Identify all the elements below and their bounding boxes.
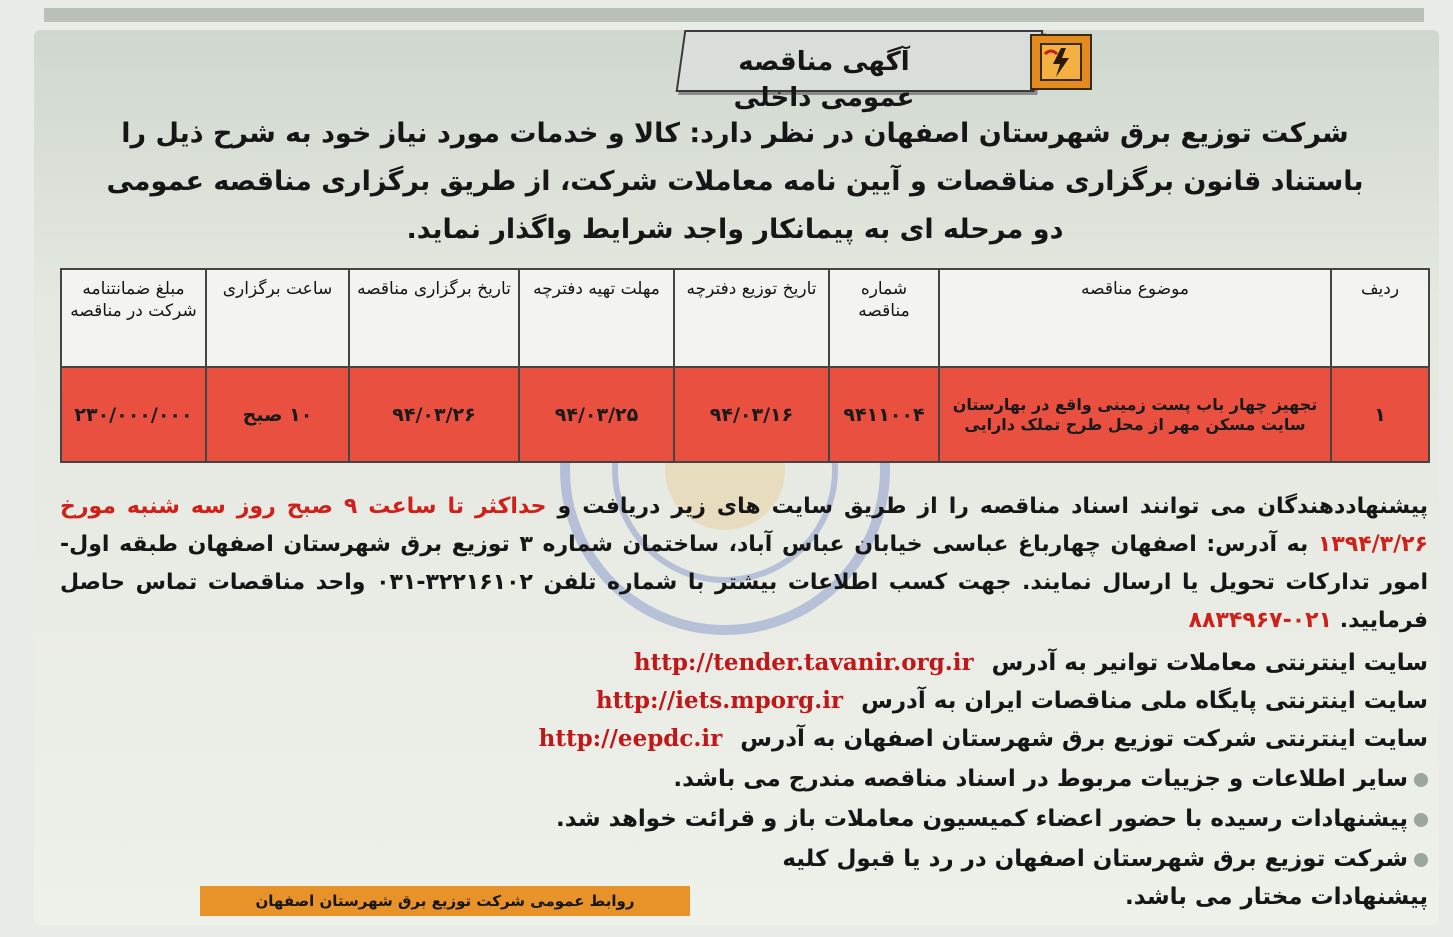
website-link[interactable]: http://tender.tavanir.org.ir — [633, 649, 974, 676]
footer-credit: روابط عمومی شرکت توزیع برق شهرستان اصفهان — [200, 886, 690, 916]
cell-row: ۱ — [1331, 367, 1429, 462]
col-hold-time: ساعت برگزاری — [206, 269, 349, 367]
body-part-3: واحد مناقصات تماس حاصل فرمایید. — [60, 570, 1428, 633]
website-label: سایت اینترنتی شرکت توزیع برق شهرستان اصفهان به آدرس — [740, 726, 1428, 752]
tender-table — [60, 268, 1430, 463]
table-header-row — [61, 269, 1429, 367]
notice-title: آگهی مناقصه عمومی داخلی — [733, 47, 915, 113]
website-line-1 — [528, 644, 1428, 682]
cell-guarantee: ۲۳۰/۰۰۰/۰۰۰ — [61, 367, 206, 462]
col-guarantee: مبلغ ضمانتنامه شرکت در مناقصه — [61, 269, 206, 367]
cell-subject: تجهیز چهار باب پست زمینی واقع در بهارستان سایت مسکن مهر از محل طرح تملک دارایی — [939, 367, 1331, 462]
col-prep-deadline: مهلت تهیه دفترچه — [519, 269, 674, 367]
table-row — [61, 367, 1429, 462]
website-line-3 — [528, 720, 1428, 758]
phone-number-2: ۰۲۱-۸۸۳۴۹۶۷ — [1188, 608, 1333, 633]
submission-paragraph — [60, 488, 1428, 640]
body-part-2: به آدرس: اصفهان چهارباغ عباسی خیابان عباس آباد، ساختمان شماره ۳ توزیع برق شهرستان اصفهان طبقه اول- امور تدارکات تحویل یا ارسال نمایند. جهت کسب اطلاعات بیشتر با شماره تلفن — [60, 532, 1428, 595]
col-subject: موضوع مناقصه — [939, 269, 1331, 367]
electric-logo-icon — [1030, 34, 1092, 90]
bullet-icon — [1414, 853, 1428, 867]
bullet-icon — [1414, 773, 1428, 787]
cell-number: ۹۴۱۱۰۰۴ — [829, 367, 939, 462]
cell-dist-date: ۹۴/۰۳/۱۶ — [674, 367, 829, 462]
intro-line-3: دو مرحله ای به پیمانکار واجد شرایط واگذار نماید. — [406, 214, 1064, 245]
lightning-icon — [1039, 42, 1083, 82]
intro-paragraph — [60, 110, 1410, 254]
cell-hold-time: ۱۰ صبح — [206, 367, 349, 462]
intro-line-1: شرکت توزیع برق شهرستان اصفهان در نظر دارد: کالا و خدمات مورد نیاز خود به شرح ذیل را — [121, 118, 1349, 149]
col-hold-date: تاریخ برگزاری مناقصه — [349, 269, 519, 367]
website-label: سایت اینترنتی معاملات توانیر به آدرس — [991, 650, 1428, 676]
cell-prep-deadline: ۹۴/۰۳/۲۵ — [519, 367, 674, 462]
website-link[interactable]: http://iets.mporg.ir — [595, 687, 844, 714]
phone-number: ۳۲۲۱۶۱۰۲-۰۳۱ — [376, 570, 533, 595]
col-row: ردیف — [1331, 269, 1429, 367]
body-part-1: پیشنهاددهندگان می توانند اسناد مناقصه را از طریق سایت های زیر دریافت و — [557, 494, 1428, 519]
website-link[interactable]: http://eepdc.ir — [538, 725, 723, 752]
note-item: شرکت توزیع برق شهرستان اصفهان در رد یا قبول کلیه پیشنهادات مختار می باشد. — [782, 846, 1428, 910]
deadline-text: حداکثر تا ساعت ۹ صبح روز سه شنبه مورخ ۱۳۹۴/۳/۲۶ — [60, 494, 1428, 557]
cell-hold-date: ۹۴/۰۳/۲۶ — [349, 367, 519, 462]
col-number: شماره مناقصه — [829, 269, 939, 367]
col-dist-date: تاریخ توزیع دفترچه — [674, 269, 829, 367]
note-item: پیشنهادات رسیده با حضور اعضاء کمیسیون معاملات باز و قرائت خواهد شد. — [468, 800, 1428, 838]
note-item: سایر اطلاعات و جزییات مربوط در اسناد مناقصه مندرج می باشد. — [468, 760, 1428, 798]
bullet-icon — [1414, 813, 1428, 827]
website-line-2 — [528, 682, 1428, 720]
top-strip — [44, 8, 1424, 22]
intro-line-2: باستناد قانون برگزاری مناقصات و آیین نامه معاملات شرکت، از طریق برگزاری مناقصه عمومی — [106, 166, 1364, 197]
website-label: سایت اینترنتی پایگاه ملی مناقصات ایران به آدرس — [861, 688, 1428, 714]
